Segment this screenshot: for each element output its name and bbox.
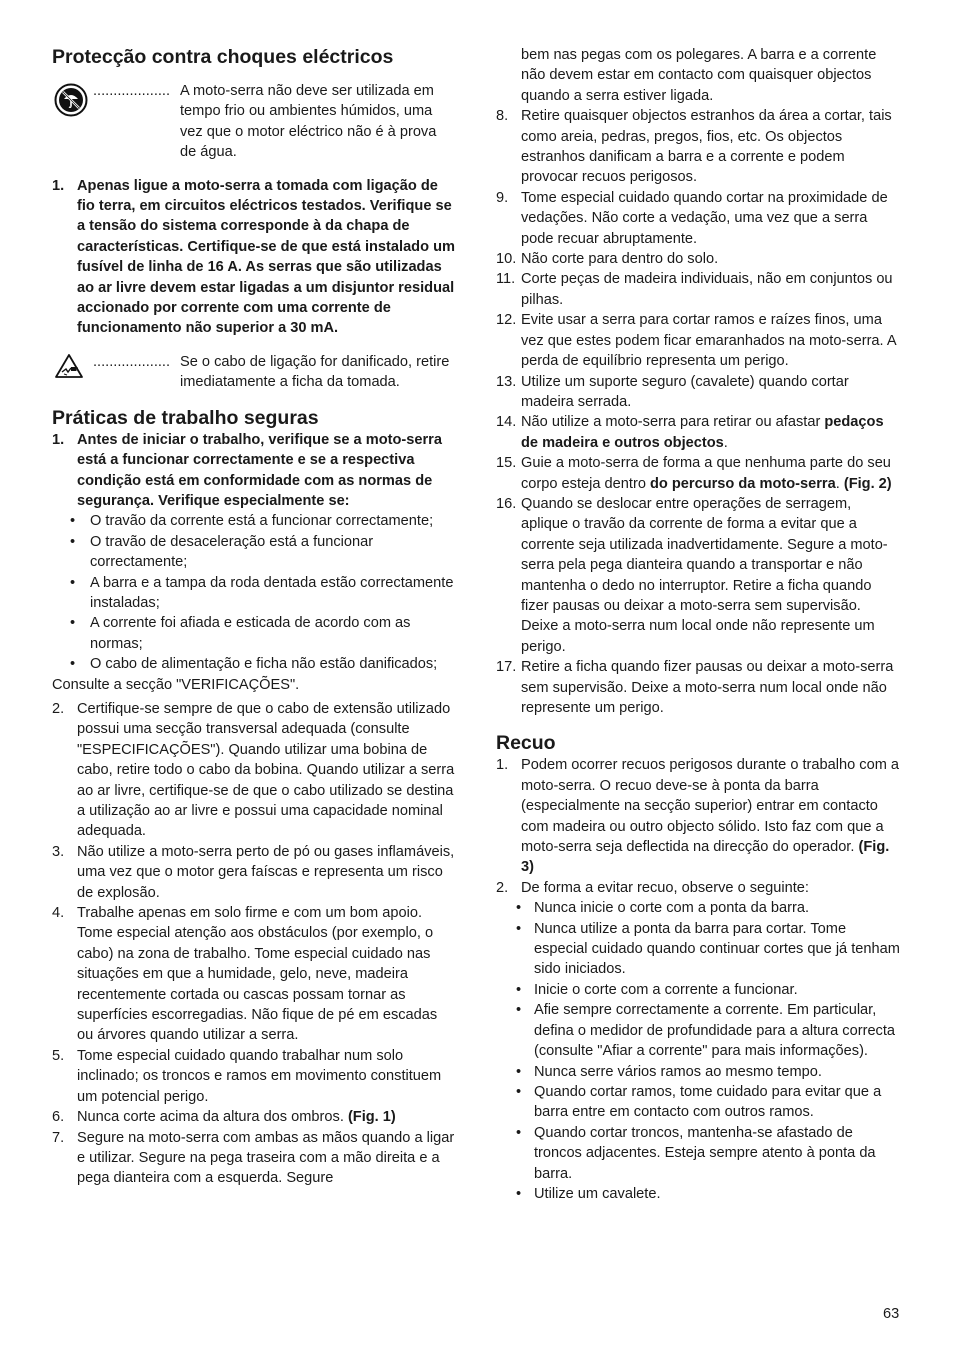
item-text: Não corte para dentro do solo. (521, 251, 719, 268)
left-column (52, 0, 456, 1189)
page-number: 63 (883, 1306, 900, 1322)
item-number: 2. (52, 700, 65, 717)
figure-reference: (Fig. 2) (843, 475, 892, 492)
item-text: bem nas pegas com os polegares. A barra e a corrente não devem estar em contacto com quaisquer objectos quando a serra estiver ligada. (521, 47, 877, 104)
bullet-text: Nunca inicie o corte com a ponta da barra. (534, 900, 810, 917)
figure-reference: (Fig. 3) (521, 839, 890, 876)
kickback-item-2 (496, 878, 902, 898)
item-text: Tome especial cuidado quando trabalhar num solo inclinado; os troncos e ramos em movimento constituem um potencial perigo. (77, 1047, 442, 1105)
bullet-text: O travão de desaceleração está a funcionar correctamente; (90, 533, 374, 571)
item-text: Não utilize a moto-serra perto de pó ou gases inflamáveis, uma vez que o motor gera faíscas e representa um risco de explosão. (77, 843, 455, 901)
kickback-bullet: • Quando cortar ramos, tome cuidado para evitar que a barra entre em contacto com outros ramos. (516, 1083, 882, 1121)
item-text: De forma a evitar recuo, observe o seguinte: (521, 879, 809, 896)
item-text: Corte peças de madeira individuais, não em conjuntos ou pilhas. (521, 271, 893, 308)
safe-item-7 (52, 1128, 456, 1189)
safe-item (52, 903, 456, 1046)
item-text: Apenas ligue a moto-serra a tomada com ligação de fio terra, em circuitos eléctricos testados. Verifique se a tensão do sistema corresponde à da chapa de características. Certifique-se de que está instalado um fusível de linha de 16 A. As serras que são utilizadas ao ar livre devem estar ligadas a um disjuntor residual accionado por corrente com uma corrente de funcionamento não superior a 30 mA. (77, 177, 455, 337)
item-number: 1. (52, 431, 65, 448)
item-number: 14. (496, 414, 517, 431)
item-text: Quando se deslocar entre operações de serragem, aplique o travão da corrente de forma a evitar que a corrente seja utilizada inadvertidamente. Segure a moto-serra pela pega dianteira quando a transportar e não mantenha o dedo no interruptor. Retire a ficha quando fizer pausas ou deixar a moto-serra sem supervisão. Deixe a moto-serra num local onde não represente um perigo. (521, 495, 888, 655)
safe-item (496, 657, 902, 718)
check-bullet: • O travão de desaceleração está a funcionar correctamente; (70, 533, 374, 571)
cable-note-text: Se o cabo de ligação for danificado, retire imediatamente a ficha da tomada. (180, 353, 450, 391)
check-bullet: • O cabo de alimentação e ficha não estão danificados; (70, 656, 438, 673)
consult-note: Consulte a secção "VERIFICAÇÕES". (52, 676, 300, 693)
item-number: 12. (496, 312, 517, 329)
safe-item (496, 188, 902, 249)
item-number: 13. (496, 373, 517, 390)
bullet-text: O travão da corrente está a funcionar correctamente; (90, 513, 434, 530)
safe-item-6 (52, 1107, 456, 1127)
kickback-bullet: • Afie sempre correctamente a corrente. Em particular, defina o medidor de profundidade para a altura correcta (consulte "Afiar a corrente" para mais informações). (516, 1002, 896, 1060)
safe-item (52, 699, 456, 842)
item-text: Evite usar a serra para cortar ramos e raízes finos, uma vez que estes podem ficar emaranhados na moto-serra. A perda de equilíbrio representa um perigo. (521, 312, 896, 370)
item-text: Trabalhe apenas em solo firme e com um bom apoio. Tome especial atenção aos obstáculos (por exemplo, o cabo) na zona de trabalho. Tome especial cuidado nas situações em que a humidade, gelo, neve, madeira recentemente cortada ou cascas possam tornar as superfícies escorregadias. Não fique de pé em escadas ou árvores quando utilizar a serra. (77, 905, 438, 1044)
moisture-note-text: A moto-serra não deve ser utilizada em tempo frio ou ambientes húmidos, uma vez que o motor eléctrico não é à prova de água. (180, 83, 437, 161)
safe-item (52, 1046, 456, 1107)
cable-note (52, 352, 456, 393)
item-text-end: . (723, 434, 728, 451)
item-number: 10. (496, 251, 517, 268)
item-text: Podem ocorrer recuos perigosos durante o trabalho com a moto-serra. O recuo deve-se à ponta da barra (especialmente na secção superior) entrar em contacto com madeira ou outro objecto sólido. Isto faz com que a moto-serra seja deflectida na direcção do operador. (521, 757, 900, 856)
kickback-bullet: • Nunca utilize a ponta da barra para cortar. Tome especial cuidado quando continuar cortes que já tenham sido iniciados. (516, 920, 900, 978)
figure-reference: (Fig. 1) (347, 1109, 396, 1126)
item-number: 11. (496, 271, 516, 288)
item-number: 4. (52, 905, 65, 922)
item-number: 8. (496, 108, 509, 125)
item-text: Tome especial cuidado quando cortar na proximidade de vedações. Não corte a vedação, uma vez que a serra pode recuar abruptamente. (521, 189, 888, 247)
bullet-text: Quando cortar troncos, mantenha-se afastado de troncos adjacentes. Esteja sempre atento à ponta da barra. (534, 1124, 876, 1182)
damaged-cable-warning-icon (54, 353, 84, 385)
kickback-bullet: • Inicie o corte com a corrente a funcionar. (516, 981, 798, 998)
safe-item (52, 842, 456, 903)
kickback-bullet: • Nunca serre vários ramos ao mesmo tempo. (516, 1063, 822, 1080)
item-number: 7. (52, 1129, 65, 1146)
check-bullet: • O travão da corrente está a funcionar correctamente; (70, 513, 434, 530)
safe-item (496, 106, 902, 188)
right-column (496, 0, 902, 1204)
check-bullet: • A barra e a tampa da roda dentada estão correctamente instaladas; (70, 574, 454, 611)
safe-item-1 (52, 430, 456, 512)
item-text: Retire a ficha quando fizer pausas ou deixar a moto-serra sem supervisão. Deixe a moto-serra num local onde não represente um perigo. (521, 659, 894, 716)
item-text: Segure na moto-serra com ambas as mãos quando a ligar e utilizar. Segure na pega traseira com a mão direita e a pega dianteira com a esquerda. Segure (77, 1129, 455, 1187)
item-text: Certifique-se sempre de que o cabo de extensão utilizado possui uma secção transversal adequada (consulte "ESPECIFICAÇÕES"). Quando utilizar uma bobina de cabo, retire todo o cabo da bobina. Quando utilizar a serra ao ar livre, certifique-se de que o cabo utilizado se destina a utilização ao ar livre e possui uma capacidade nominal adequada. (77, 700, 455, 840)
item-text: Nunca corte acima da altura dos ombros. (77, 1109, 348, 1126)
item-number: 5. (52, 1047, 65, 1064)
safe-item (496, 494, 902, 657)
item-number: 1. (52, 177, 65, 194)
item-text-end: . (835, 475, 844, 492)
safe-item-7-continued (496, 45, 902, 106)
safe-item (496, 249, 902, 269)
bullet-text: O cabo de alimentação e ficha não estão danificados; (90, 656, 438, 673)
kickback-bullet: • Nunca inicie o corte com a ponta da barra. (516, 900, 810, 917)
leader-dots: ................... (93, 353, 171, 370)
safe-practices-heading: Práticas de trabalho seguras (52, 406, 319, 429)
item-number: 16. (496, 495, 517, 512)
shock-protection-heading: Protecção contra choques eléctricos (52, 46, 394, 68)
bullet-text: Inicie o corte com a corrente a funcionar. (534, 981, 798, 998)
bullet-text: Quando cortar ramos, tome cuidado para evitar que a barra entre em contacto com outros ramos. (534, 1083, 882, 1121)
safe-item-14 (496, 412, 902, 453)
shock-item-1 (52, 176, 456, 339)
item-number: 17. (496, 659, 517, 676)
bullet-text: A corrente foi afiada e esticada de acordo com as normas; (90, 615, 411, 652)
bullet-text: Nunca utilize a ponta da barra para cortar. Tome especial cuidado quando continuar cortes que já tenham sido iniciados. (534, 920, 900, 978)
item-emphasis: pedaços de madeira e outros objectos (521, 414, 884, 451)
no-rain-icon (54, 83, 88, 123)
item-emphasis: do percurso da moto-serra (650, 475, 836, 492)
item-number: 6. (52, 1109, 65, 1126)
item-text: Retire quaisquer objectos estranhos da área a cortar, tais como areia, pedras, pregos, fios, etc. Os objectos estranhos danificam a barra e a corrente e podem provocar recuos perigosos. (521, 108, 892, 186)
kickback-heading: Recuo (496, 732, 556, 755)
check-bullet: • A corrente foi afiada e esticada de acordo com as normas; (70, 615, 411, 652)
bullet-text: Afie sempre correctamente a corrente. Em particular, defina o medidor de profundidade para a altura correcta (consulte "Afiar a corrente" para mais informações). (534, 1002, 896, 1060)
item-text: Antes de iniciar o trabalho, verifique se a moto-serra está a funcionar correctamente e se a respectiva condição está em conformidade com as normas de segurança. Verifique especialmente se: (77, 431, 442, 509)
moisture-note (52, 81, 456, 163)
kickback-item-1 (496, 755, 902, 877)
kickback-bullet: • Quando cortar troncos, mantenha-se afastado de troncos adjacentes. Esteja sempre atento à ponta da barra. (516, 1124, 876, 1182)
safe-item-15 (496, 453, 902, 494)
kickback-bullet: • Utilize um cavalete. (516, 1185, 661, 1202)
item-text: Não utilize a moto-serra para retirar ou afastar (521, 414, 825, 431)
safe-item (496, 310, 902, 371)
item-number: 2. (496, 879, 509, 896)
bullet-text: A barra e a tampa da roda dentada estão correctamente instaladas; (90, 574, 454, 611)
leader-dots: ................... (93, 83, 171, 99)
bullet-text: Nunca serre vários ramos ao mesmo tempo. (534, 1063, 822, 1080)
item-number: 3. (52, 843, 65, 860)
safe-item (496, 372, 902, 413)
bullet-text: Utilize um cavalete. (534, 1185, 661, 1202)
item-text: Utilize um suporte seguro (cavalete) quando cortar madeira serrada. (521, 373, 849, 410)
item-number: 9. (496, 189, 509, 206)
item-text: Guie a moto-serra de forma a que nenhuma parte do seu corpo esteja dentro (521, 455, 891, 492)
item-number: 1. (496, 757, 509, 774)
item-number: 15. (496, 455, 517, 472)
safe-item (496, 269, 902, 310)
